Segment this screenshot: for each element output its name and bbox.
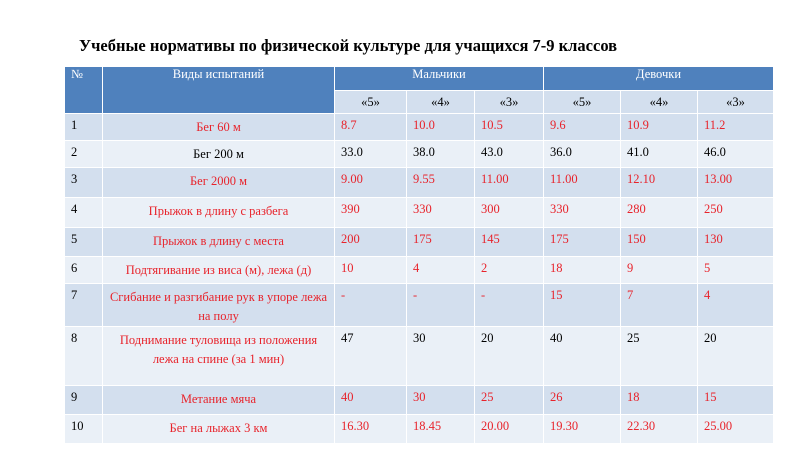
test-name: Бег 60 м xyxy=(103,114,335,141)
boys-grade-value: 47 xyxy=(335,327,407,386)
row-number: 9 xyxy=(65,386,103,415)
test-name: Метание мяча xyxy=(103,386,335,415)
table-row xyxy=(65,386,774,415)
boys-grade-value: 33.0 xyxy=(335,141,407,168)
boys-grade-value: 9.00 xyxy=(335,168,407,198)
girls-grade-value: 13.00 xyxy=(698,168,774,198)
boys-grade-value: 16.30 xyxy=(335,415,407,444)
boys-grade-value: 300 xyxy=(475,198,544,228)
boys-grade-value: 330 xyxy=(407,198,475,228)
boys-grade-value: 38.0 xyxy=(407,141,475,168)
row-number: 5 xyxy=(65,228,103,257)
boys-grade-value: 9.55 xyxy=(407,168,475,198)
boys-grade-value: 145 xyxy=(475,228,544,257)
grade-header: «4» xyxy=(621,91,698,114)
norms-table xyxy=(64,66,774,444)
row-number: 6 xyxy=(65,257,103,284)
boys-grade-value: 175 xyxy=(407,228,475,257)
girls-grade-value: 9.6 xyxy=(544,114,621,141)
boys-grade-value: 30 xyxy=(407,327,475,386)
boys-grade-value: 8.7 xyxy=(335,114,407,141)
table-row xyxy=(65,415,774,444)
boys-grade-value: 43.0 xyxy=(475,141,544,168)
girls-grade-value: 330 xyxy=(544,198,621,228)
boys-grade-value: 40 xyxy=(335,386,407,415)
girls-grade-value: 10.9 xyxy=(621,114,698,141)
girls-grade-value: 15 xyxy=(544,284,621,327)
boys-grade-value: 10.0 xyxy=(407,114,475,141)
test-name: Прыжок в длину с места xyxy=(103,228,335,257)
boys-grade-value: 390 xyxy=(335,198,407,228)
col-header-test: Виды испытаний xyxy=(103,67,335,114)
grade-header: «4» xyxy=(407,91,475,114)
page-title: Учебные нормативы по физической культуре для учащихся 7-9 классов xyxy=(79,36,618,55)
table-row xyxy=(65,168,774,198)
girls-grade-value: 11.2 xyxy=(698,114,774,141)
boys-grade-value: 30 xyxy=(407,386,475,415)
table-row xyxy=(65,198,774,228)
girls-grade-value: 25 xyxy=(621,327,698,386)
test-name: Подтягивание из виса (м), лежа (д) xyxy=(103,257,335,284)
girls-grade-value: 18 xyxy=(544,257,621,284)
girls-grade-value: 7 xyxy=(621,284,698,327)
girls-grade-value: 40 xyxy=(544,327,621,386)
table-body xyxy=(65,114,774,444)
row-number: 2 xyxy=(65,141,103,168)
boys-grade-value: - xyxy=(335,284,407,327)
girls-grade-value: 15 xyxy=(698,386,774,415)
boys-grade-value: - xyxy=(475,284,544,327)
header-row xyxy=(65,67,774,91)
row-number: 1 xyxy=(65,114,103,141)
grade-header: «5» xyxy=(544,91,621,114)
table-row xyxy=(65,327,774,386)
table-row xyxy=(65,141,774,168)
girls-grade-value: 12.10 xyxy=(621,168,698,198)
row-number: 4 xyxy=(65,198,103,228)
test-name: Бег на лыжах 3 км xyxy=(103,415,335,444)
col-header-number: № xyxy=(65,67,103,114)
col-header-boys: Мальчики xyxy=(335,67,544,91)
boys-grade-value: 200 xyxy=(335,228,407,257)
boys-grade-value: 2 xyxy=(475,257,544,284)
girls-grade-value: 18 xyxy=(621,386,698,415)
table-row xyxy=(65,228,774,257)
test-name: Бег 200 м xyxy=(103,141,335,168)
girls-grade-value: 4 xyxy=(698,284,774,327)
girls-grade-value: 41.0 xyxy=(621,141,698,168)
boys-grade-value: 25 xyxy=(475,386,544,415)
test-name: Поднимание туловища из положения лежа на спине (за 1 мин) xyxy=(103,327,335,386)
girls-grade-value: 11.00 xyxy=(544,168,621,198)
boys-grade-value: 10 xyxy=(335,257,407,284)
row-number: 8 xyxy=(65,327,103,386)
boys-grade-value: 20.00 xyxy=(475,415,544,444)
row-number: 10 xyxy=(65,415,103,444)
girls-grade-value: 250 xyxy=(698,198,774,228)
test-name: Сгибание и разгибание рук в упоре лежа на полу xyxy=(103,284,335,327)
grade-header: «3» xyxy=(698,91,774,114)
test-name: Прыжок в длину с разбега xyxy=(103,198,335,228)
girls-grade-value: 25.00 xyxy=(698,415,774,444)
boys-grade-value: 20 xyxy=(475,327,544,386)
grade-header: «5» xyxy=(335,91,407,114)
girls-grade-value: 150 xyxy=(621,228,698,257)
girls-grade-value: 26 xyxy=(544,386,621,415)
row-number: 3 xyxy=(65,168,103,198)
girls-grade-value: 5 xyxy=(698,257,774,284)
test-name: Бег 2000 м xyxy=(103,168,335,198)
row-number: 7 xyxy=(65,284,103,327)
boys-grade-value: 10.5 xyxy=(475,114,544,141)
girls-grade-value: 175 xyxy=(544,228,621,257)
boys-grade-value: 4 xyxy=(407,257,475,284)
girls-grade-value: 20 xyxy=(698,327,774,386)
boys-grade-value: 11.00 xyxy=(475,168,544,198)
boys-grade-value: - xyxy=(407,284,475,327)
girls-grade-value: 46.0 xyxy=(698,141,774,168)
girls-grade-value: 19.30 xyxy=(544,415,621,444)
girls-grade-value: 9 xyxy=(621,257,698,284)
girls-grade-value: 22.30 xyxy=(621,415,698,444)
col-header-girls: Девочки xyxy=(544,67,774,91)
girls-grade-value: 130 xyxy=(698,228,774,257)
table-row xyxy=(65,257,774,284)
boys-grade-value: 18.45 xyxy=(407,415,475,444)
table-row xyxy=(65,284,774,327)
grade-header: «3» xyxy=(475,91,544,114)
girls-grade-value: 280 xyxy=(621,198,698,228)
girls-grade-value: 36.0 xyxy=(544,141,621,168)
table-row xyxy=(65,114,774,141)
